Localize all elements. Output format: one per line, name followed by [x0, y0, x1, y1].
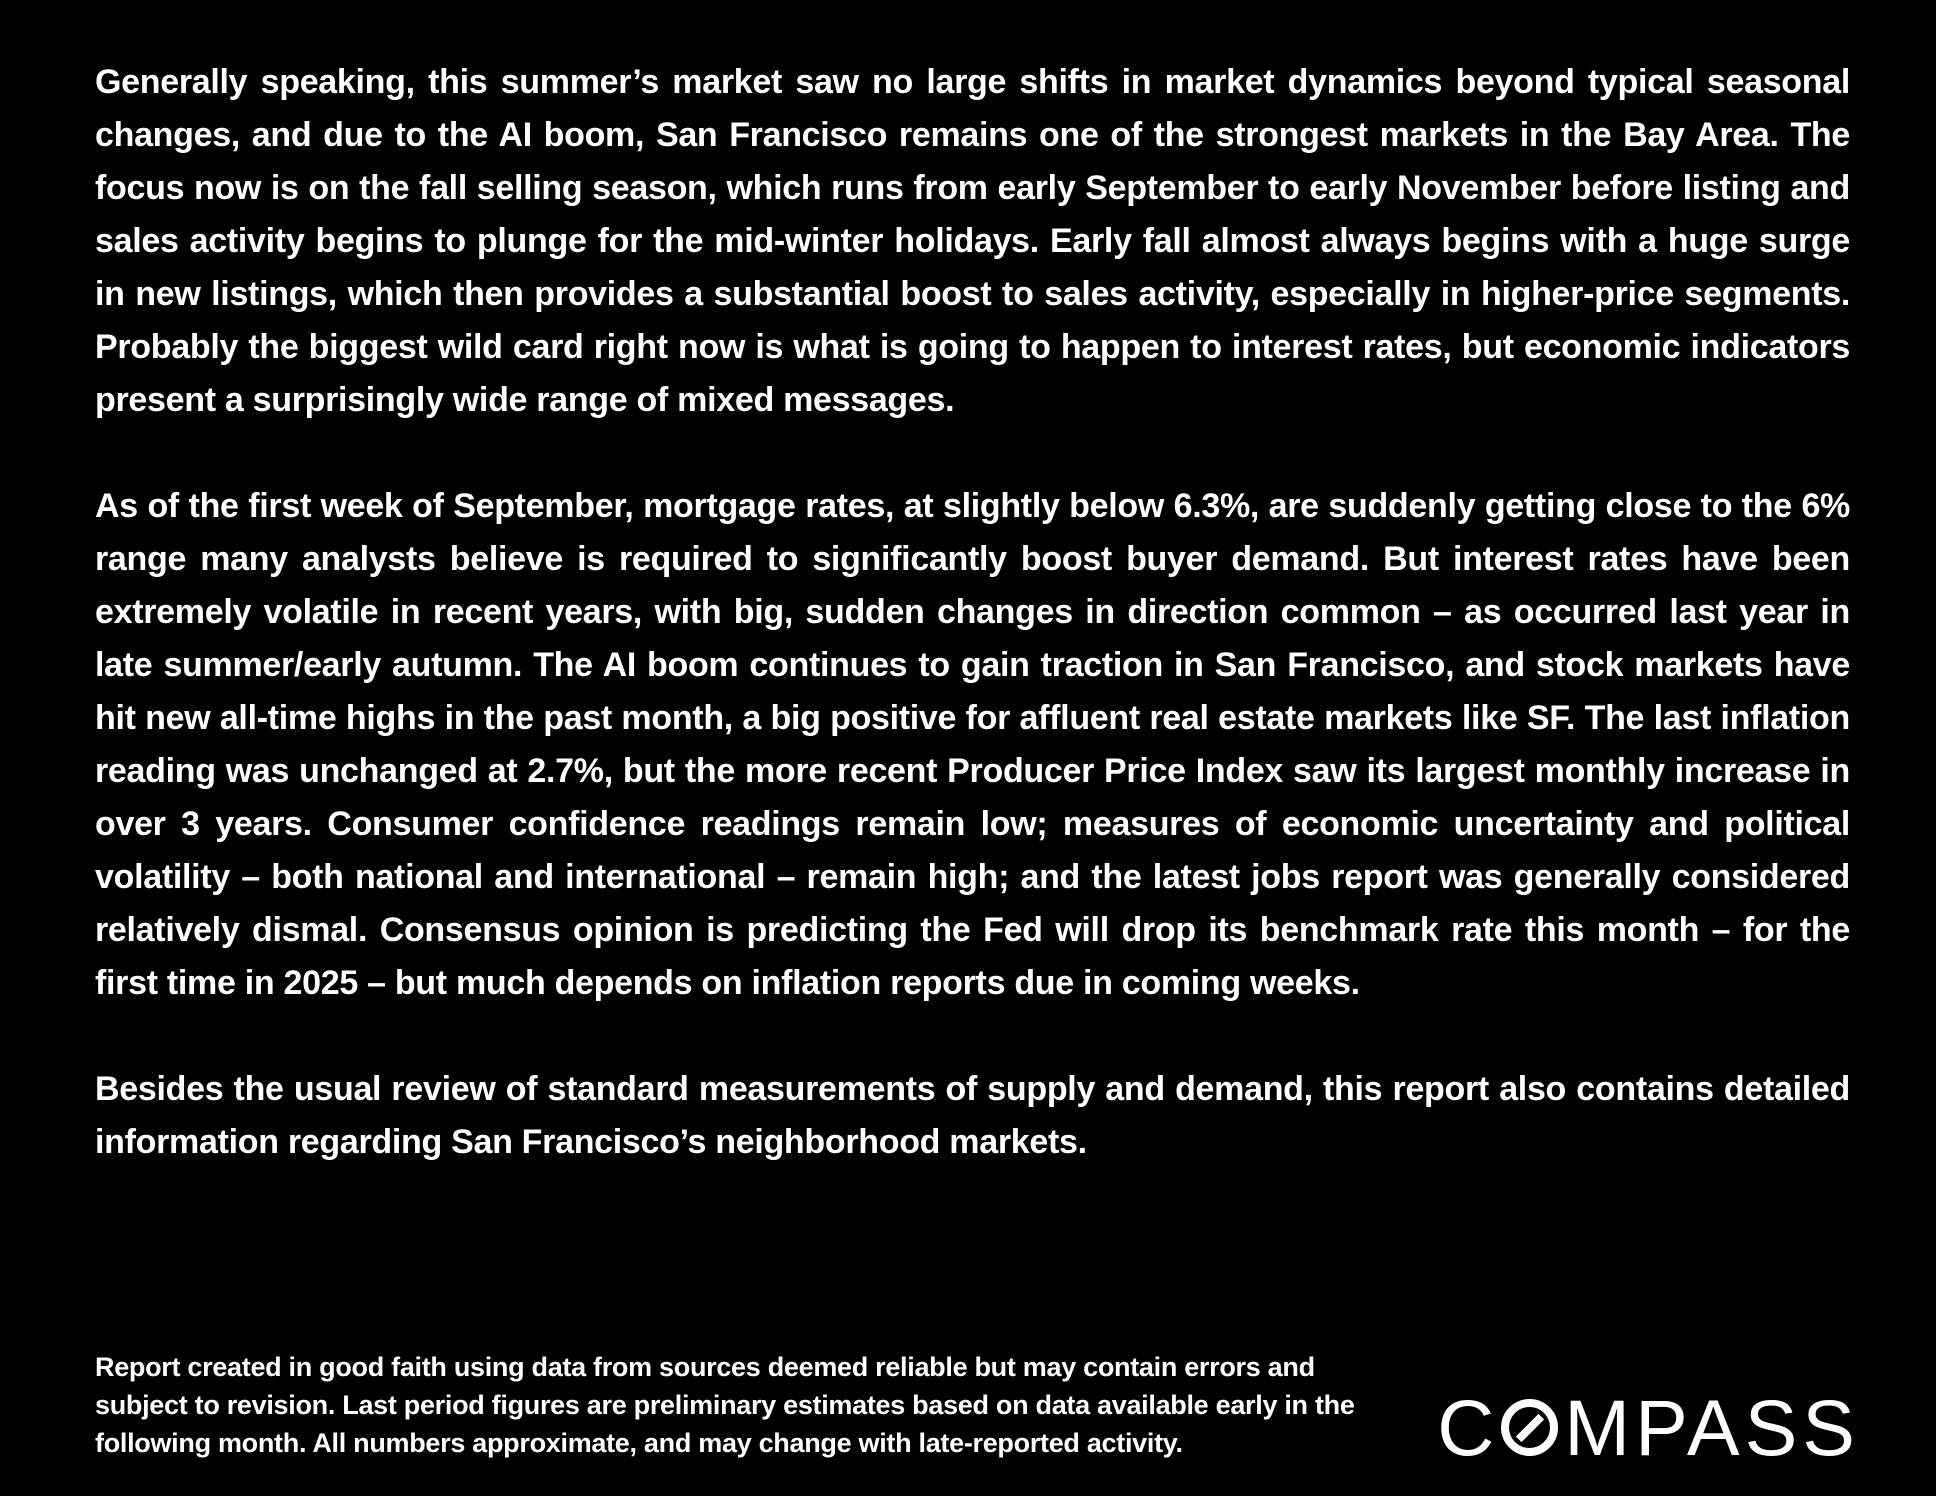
compass-logo-letter-c: C	[1437, 1383, 1500, 1472]
compass-needle-o-icon	[1501, 1399, 1558, 1456]
market-commentary	[95, 56, 1850, 1222]
commentary-paragraph-3: Besides the usual review of standard measurements of supply and demand, this report also contains detailed information regarding San Francisco’s neighborhood markets.	[95, 1070, 1850, 1161]
compass-logo-letters-mpass: MPASS	[1564, 1383, 1860, 1472]
report-disclaimer: Report created in good faith using data from sources deemed reliable but may contain errors and subject to revision. Last period figures are preliminary estimates based on data available early in the following month. All numbers approximate, and may change with late-reported activity.	[95, 1352, 1355, 1458]
commentary-paragraph-1: Generally speaking, this summer’s market saw no large shifts in market dynamics beyond typical seasonal changes, and due to the AI boom, San Francisco remains one of the strongest markets in the Bay Area. The focus now is on the fall selling season, which runs from early September to early November before listing and sales activity begins to plunge for the mid-winter holidays. Early fall almost always begins with a huge surge in new listings, which then provides a substantial boost to sales activity, especially in higher-price segments. Probably the biggest wild card right now is what is going to happen to interest rates, but economic indicators present a surprisingly wide range of mixed messages.	[95, 63, 1850, 419]
compass-logo	[1437, 1383, 1860, 1472]
compass-needle-bar	[1516, 1413, 1544, 1441]
commentary-paragraph-2: As of the first week of September, mortgage rates, at slightly below 6.3%, are suddenly getting close to the 6% range many analysts believe is required to significantly boost buyer demand. But interest rates have been extremely volatile in recent years, with big, sudden changes in direction common – as occurred last year in late summer/early autumn. The AI boom continues to gain traction in San Francisco, and stock markets have hit new all-time highs in the past month, a big positive for affluent real estate markets like SF. The last inflation reading was unchanged at 2.7%, but the more recent Producer Price Index saw its largest monthly increase in over 3 years. Consumer confidence readings remain low; measures of economic uncertainty and political volatility – both national and international – remain high; and the latest jobs report was generally considered relatively dismal. Consensus opinion is predicting the Fed will drop its benchmark rate this month – for the first time in 2025 – but much depends on inflation reports due in coming weeks.	[95, 487, 1850, 1002]
